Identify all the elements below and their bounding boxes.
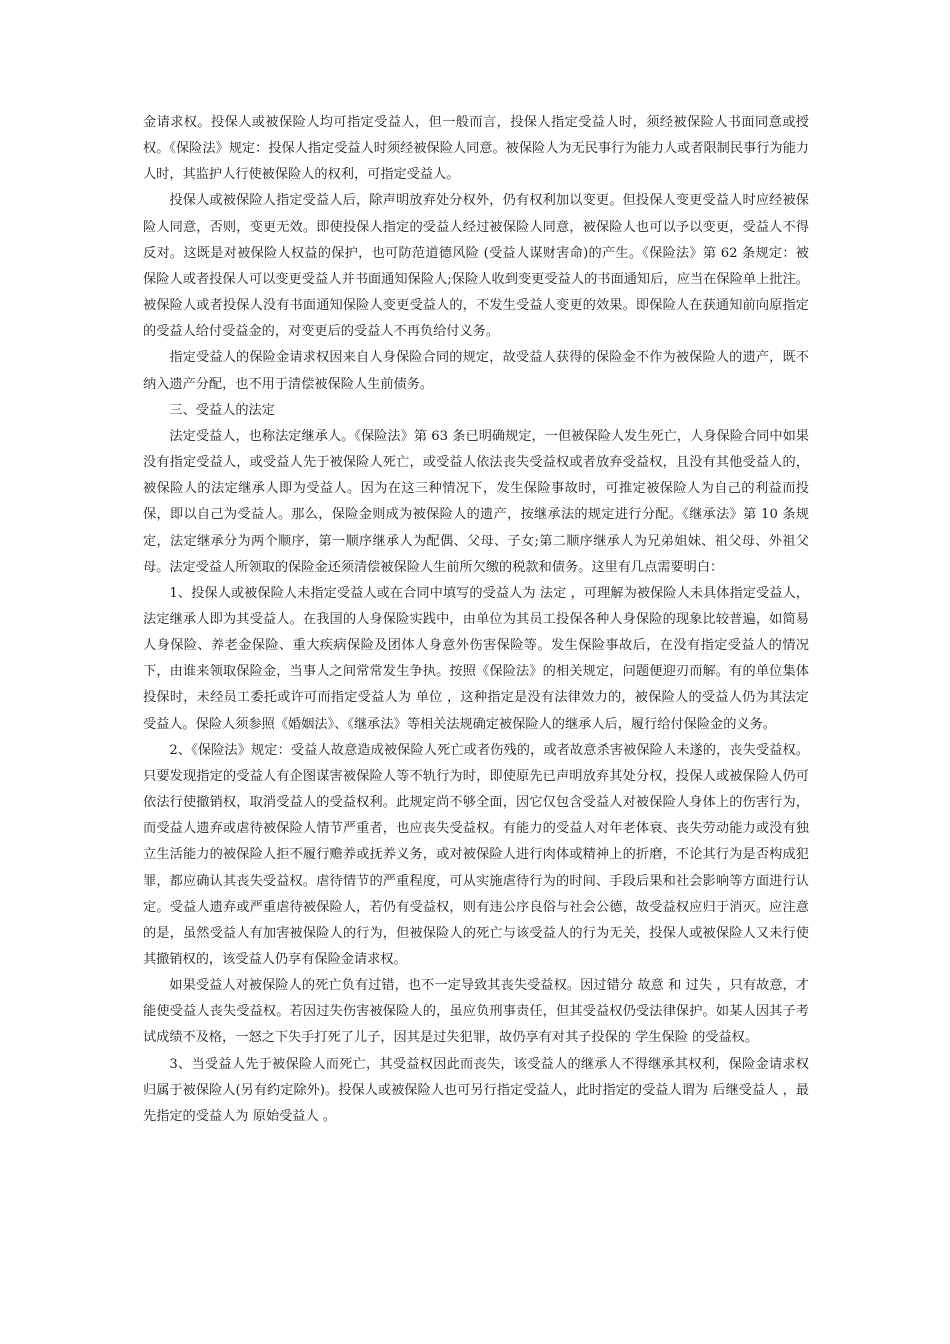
paragraph-7: 2、《保险法》规定：受益人故意造成被保险人死亡或者伤残的，或者故意杀害被保险人未遂的，丧失受益权。只要发现指定的受益人有企图谋害被保险人等不轨行为时，即使原先已声明放弃其处分权，投保人或被保险人仍可依法行使撤销权，取消受益人的受益权利。此规定尚不够全面，因它仅包含受益人对被保险人身体上的伤害行为，而受益人遗弃或虐待被保险人情节严重者，也应丧失受益权。有能力的受益人对年老体衰、丧失劳动能力或没有独立生活能力的被保险人拒不履行赡养或抚养义务，或对被保险人进行肉体或精神上的折磨，不论其行为是否构成犯罪，都应确认其丧失受益权。虐待情节的严重程度，可从实施虐待行为的时间、手段后果和社会影响等方面进行认定。受益人遗弃或严重虐待被保险人，若仍有受益权，则有违公序良俗与社会公德，故受益权应归于消灭。应注意的是，虽然受益人有加害被保险人的行为，但被保险人的死亡与该受益人的行为无关，投保人或被保险人又未行使其撤销权的，该受益人仍享有保险金请求权。 — [143, 742, 809, 967]
paragraph-8: 如果受益人对被保险人的死亡负有过错，也不一定导致其丧失受益权。因过错分 故意 和 过失 ，只有故意，才能使受益人丧失受益权。若因过失伤害被保险人的，虽应负刑事责任，但其受益权仍受法律保护。如某人因其子考试成绩不及格，一怒之下失手打死了儿子，因其是过失犯罪，故仍享有对其子投保的 学生保险 的受益权。 — [143, 978, 809, 1046]
document-body — [143, 110, 809, 1130]
section-heading: 三、受益人的法定 — [169, 402, 275, 418]
paragraph-3: 指定受益人的保险金请求权因来自人身保险合同的规定，故受益人获得的保险金不作为被保险人的遗产，既不纳入遗产分配，也不用于清偿被保险人生前债务。 — [143, 350, 809, 392]
paragraph-9: 3、当受益人先于被保险人而死亡，其受益权因此而丧失，该受益人的继承人不得继承其权利，保险金请求权归属于被保险人(另有约定除外)。投保人或被保险人也可另行指定受益人，此时指定的受益人谓为 后继受益人 ，最先指定的受益人为 原始受益人 。 — [143, 1056, 809, 1124]
paragraph-2: 投保人或被保险人指定受益人后，除声明放弃处分权外，仍有权利加以变更。但投保人变更受益人时应经被保险人同意，否则，变更无效。即使投保人指定的受益人经过被保险人同意，被保险人也可以予以变更，受益人不得反对。这既是对被保险人权益的保护，也可防范道德风险 (受益人谋财害命)的产生。《保险法》第 62 条规定：被保险人或者投保人可以变更受益人并书面通知保险人;保险人收到变更受益人的书面通知后，应当在保险单上批注。被保险人或者投保人没有书面通知保险人变更受益人的，不发生受益人变更的效果。即保险人在获通知前向原指定的受益人给付受益金的，对变更后的受益人不再负给付义务。 — [143, 193, 809, 340]
paragraph-6: 1、投保人或被保险人未指定受益人或在合同中填写的受益人为 法定 ，可理解为被保险人未具体指定受益人，法定继承人即为其受益人。在我国的人身保险实践中，由单位为其员工投保各种人身保险的现象比较普遍，如简易人身保险、养老金保险、重大疾病保险及团体人身意外伤害保险等。发生保险事故后，在没有指定受益人的情况下，由谁来领取保险金，当事人之间常常发生争执。按照《保险法》的相关规定，问题便迎刃而解。有的单位集体投保时，未经员工委托或许可而指定受益人为 单位 ，这种指定是没有法律效力的，被保险人的受益人仍为其法定受益人。保险人须参照《婚姻法》、《继承法》等相关法规确定被保险人的继承人后，履行给付保险金的义务。 — [143, 585, 809, 732]
paragraph-1: 金请求权。投保人或被保险人均可指定受益人，但一般而言，投保人指定受益人时，须经被保险人书面同意或授权。《保险法》规定：投保人指定受益人时须经被保险人同意。被保险人为无民事行为能力人或者限制民事行为能力人时，其监护人行使被保险人的权利，可指定受益人。 — [143, 115, 809, 183]
paragraph-5: 法定受益人，也称法定继承人。《保险法》第 63 条已明确规定，一但被保险人发生死亡，人身保险合同中如果没有指定受益人，或受益人先于被保险人死亡，或受益人依法丧失受益权或者放弃受益权，且没有其他受益人的，被保险人的法定继承人即为受益人。因为在这三种情况下，发生保险事故时，可推定被保险人为自己的利益而投保，即以自己为受益人。那么，保险金则成为被保险人的遗产，按继承法的规定进行分配。《继承法》第 10 条规定，法定继承分为两个顺序，第一顺序继承人为配偶、父母、子女;第二顺序继承人为兄弟姐妹、祖父母、外祖父母。法定受益人所领取的保险金还须清偿被保险人生前所欠缴的税款和债务。这里有几点需要明白： — [143, 428, 809, 575]
